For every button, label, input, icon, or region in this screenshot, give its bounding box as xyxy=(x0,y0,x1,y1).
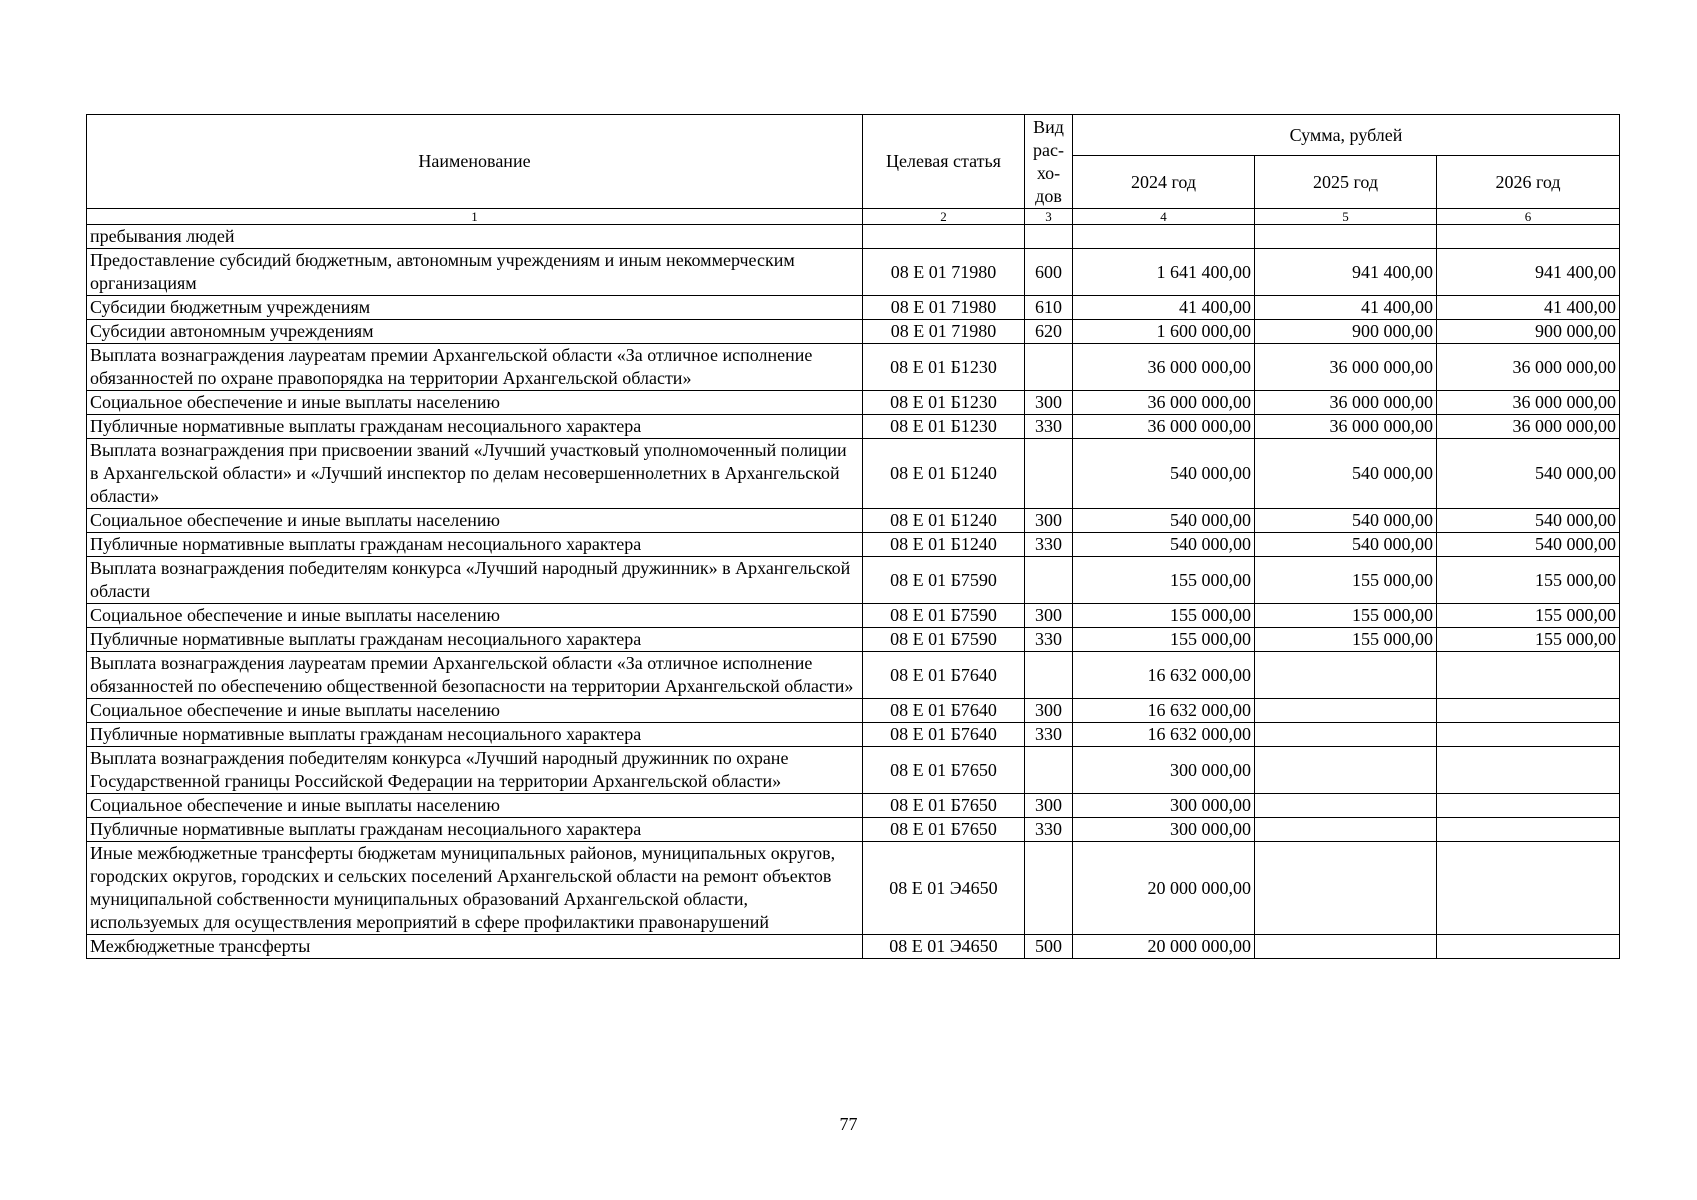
row-expense-kind: 300 xyxy=(1025,509,1073,533)
table-row xyxy=(87,604,1620,628)
row-expense-kind xyxy=(1025,652,1073,699)
row-amount-2024: 36 000 000,00 xyxy=(1073,344,1255,391)
row-amount-2025 xyxy=(1255,747,1437,794)
row-expense-kind: 330 xyxy=(1025,628,1073,652)
row-amount-2026 xyxy=(1437,652,1620,699)
row-amount-2026: 155 000,00 xyxy=(1437,557,1620,604)
row-amount-2024: 16 632 000,00 xyxy=(1073,723,1255,747)
row-name: Межбюджетные трансферты xyxy=(87,935,863,959)
row-amount-2024: 1 600 000,00 xyxy=(1073,320,1255,344)
row-target-article: 08 Е 01 Б7650 xyxy=(863,818,1025,842)
row-expense-kind: 300 xyxy=(1025,391,1073,415)
row-amount-2024 xyxy=(1073,225,1255,249)
row-expense-kind: 300 xyxy=(1025,699,1073,723)
row-expense-kind xyxy=(1025,842,1073,935)
row-amount-2024: 16 632 000,00 xyxy=(1073,652,1255,699)
row-amount-2026 xyxy=(1437,935,1620,959)
row-amount-2025: 36 000 000,00 xyxy=(1255,391,1437,415)
table-row xyxy=(87,415,1620,439)
row-target-article: 08 Е 01 Э4650 xyxy=(863,935,1025,959)
header-expense-kind: Вид рас-хо-дов xyxy=(1025,115,1073,209)
row-name: Выплата вознаграждения победителям конкурса «Лучший народный дружинник по охране Государственной границы Российской Федерации на территории Архангельской области» xyxy=(87,747,863,794)
row-amount-2026: 540 000,00 xyxy=(1437,509,1620,533)
row-amount-2025: 36 000 000,00 xyxy=(1255,415,1437,439)
row-target-article: 08 Е 01 Б1230 xyxy=(863,391,1025,415)
row-expense-kind xyxy=(1025,344,1073,391)
row-amount-2026 xyxy=(1437,842,1620,935)
row-amount-2025 xyxy=(1255,699,1437,723)
row-name: Выплата вознаграждения при присвоении званий «Лучший участковый уполномоченный полиции в Архангельской области» и «Лучший инспектор по делам несовершеннолетних в Архангельской области» xyxy=(87,439,863,509)
row-expense-kind xyxy=(1025,439,1073,509)
row-amount-2026 xyxy=(1437,818,1620,842)
table-row xyxy=(87,320,1620,344)
table-row xyxy=(87,818,1620,842)
row-amount-2026: 36 000 000,00 xyxy=(1437,344,1620,391)
table-row xyxy=(87,509,1620,533)
row-target-article: 08 Е 01 Б7640 xyxy=(863,652,1025,699)
row-name: Публичные нормативные выплаты гражданам несоциального характера xyxy=(87,628,863,652)
row-amount-2024: 155 000,00 xyxy=(1073,604,1255,628)
column-number: 5 xyxy=(1255,209,1437,225)
row-amount-2024: 155 000,00 xyxy=(1073,628,1255,652)
row-name: пребывания людей xyxy=(87,225,863,249)
row-expense-kind: 330 xyxy=(1025,533,1073,557)
row-expense-kind xyxy=(1025,225,1073,249)
row-target-article: 08 Е 01 Б7650 xyxy=(863,794,1025,818)
table-row xyxy=(87,747,1620,794)
row-name: Социальное обеспечение и иные выплаты населению xyxy=(87,794,863,818)
header-year-2026: 2026 год xyxy=(1437,156,1620,209)
row-target-article: 08 Е 01 Б7590 xyxy=(863,557,1025,604)
table-row xyxy=(87,699,1620,723)
row-expense-kind: 600 xyxy=(1025,249,1073,296)
column-number: 6 xyxy=(1437,209,1620,225)
row-amount-2024: 540 000,00 xyxy=(1073,509,1255,533)
row-amount-2026 xyxy=(1437,723,1620,747)
header-year-2025: 2025 год xyxy=(1255,156,1437,209)
row-target-article: 08 Е 01 Э4650 xyxy=(863,842,1025,935)
row-amount-2025: 540 000,00 xyxy=(1255,439,1437,509)
row-amount-2025: 36 000 000,00 xyxy=(1255,344,1437,391)
row-amount-2025 xyxy=(1255,225,1437,249)
row-amount-2025 xyxy=(1255,723,1437,747)
row-amount-2025: 540 000,00 xyxy=(1255,509,1437,533)
row-amount-2025: 540 000,00 xyxy=(1255,533,1437,557)
row-amount-2024: 300 000,00 xyxy=(1073,794,1255,818)
table-row xyxy=(87,249,1620,296)
row-amount-2025 xyxy=(1255,935,1437,959)
column-number-row xyxy=(87,209,1620,225)
row-target-article xyxy=(863,225,1025,249)
header-target-article: Целевая статья xyxy=(863,115,1025,209)
row-target-article: 08 Е 01 Б1230 xyxy=(863,415,1025,439)
row-amount-2024: 300 000,00 xyxy=(1073,818,1255,842)
row-amount-2025 xyxy=(1255,794,1437,818)
row-amount-2026: 41 400,00 xyxy=(1437,296,1620,320)
column-number: 1 xyxy=(87,209,863,225)
row-amount-2024: 36 000 000,00 xyxy=(1073,391,1255,415)
row-amount-2025: 155 000,00 xyxy=(1255,628,1437,652)
row-name: Социальное обеспечение и иные выплаты населению xyxy=(87,699,863,723)
row-name: Социальное обеспечение и иные выплаты населению xyxy=(87,391,863,415)
row-amount-2024: 540 000,00 xyxy=(1073,439,1255,509)
row-expense-kind: 330 xyxy=(1025,818,1073,842)
row-name: Выплата вознаграждения лауреатам премии Архангельской области «За отличное исполнение обязанностей по охране правопорядка на территории Архангельской области» xyxy=(87,344,863,391)
row-amount-2025 xyxy=(1255,818,1437,842)
header-name: Наименование xyxy=(87,115,863,209)
row-amount-2024: 41 400,00 xyxy=(1073,296,1255,320)
row-target-article: 08 Е 01 71980 xyxy=(863,296,1025,320)
row-amount-2026: 155 000,00 xyxy=(1437,628,1620,652)
row-expense-kind: 300 xyxy=(1025,604,1073,628)
row-amount-2024: 16 632 000,00 xyxy=(1073,699,1255,723)
row-amount-2026 xyxy=(1437,747,1620,794)
row-amount-2026: 540 000,00 xyxy=(1437,439,1620,509)
row-amount-2026: 36 000 000,00 xyxy=(1437,391,1620,415)
row-amount-2025: 941 400,00 xyxy=(1255,249,1437,296)
row-amount-2026 xyxy=(1437,225,1620,249)
row-target-article: 08 Е 01 Б7650 xyxy=(863,747,1025,794)
column-number: 2 xyxy=(863,209,1025,225)
table-row xyxy=(87,935,1620,959)
header-year-2024: 2024 год xyxy=(1073,156,1255,209)
row-target-article: 08 Е 01 Б1240 xyxy=(863,439,1025,509)
table-row xyxy=(87,628,1620,652)
table-row xyxy=(87,794,1620,818)
row-amount-2025 xyxy=(1255,842,1437,935)
row-amount-2026: 900 000,00 xyxy=(1437,320,1620,344)
table-row xyxy=(87,723,1620,747)
row-name: Публичные нормативные выплаты гражданам несоциального характера xyxy=(87,533,863,557)
row-expense-kind: 330 xyxy=(1025,415,1073,439)
table-row xyxy=(87,842,1620,935)
row-name: Публичные нормативные выплаты гражданам несоциального характера xyxy=(87,818,863,842)
row-amount-2024: 20 000 000,00 xyxy=(1073,842,1255,935)
row-name: Иные межбюджетные трансферты бюджетам муниципальных районов, муниципальных округов, городских округов, городских и сельских поселений Архангельской области на ремонт объектов муниципальной собственности муниципальных образований Архангельской области, используемых для осуществления мероприятий в сфере профилактики правонарушений xyxy=(87,842,863,935)
row-amount-2024: 1 641 400,00 xyxy=(1073,249,1255,296)
row-expense-kind xyxy=(1025,747,1073,794)
row-name: Публичные нормативные выплаты гражданам несоциального характера xyxy=(87,723,863,747)
table-row xyxy=(87,391,1620,415)
column-number: 3 xyxy=(1025,209,1073,225)
page-number: 77 xyxy=(839,1114,858,1134)
row-amount-2024: 36 000 000,00 xyxy=(1073,415,1255,439)
row-amount-2026: 155 000,00 xyxy=(1437,604,1620,628)
row-target-article: 08 Е 01 Б7590 xyxy=(863,604,1025,628)
row-target-article: 08 Е 01 71980 xyxy=(863,249,1025,296)
row-amount-2025: 155 000,00 xyxy=(1255,557,1437,604)
row-name: Выплата вознаграждения лауреатам премии Архангельской области «За отличное исполнение обязанностей по обеспечению общественной безопасности на территории Архангельской области» xyxy=(87,652,863,699)
row-name: Социальное обеспечение и иные выплаты населению xyxy=(87,509,863,533)
row-expense-kind: 330 xyxy=(1025,723,1073,747)
row-amount-2024: 540 000,00 xyxy=(1073,533,1255,557)
row-name: Предоставление субсидий бюджетным, автономным учреждениям и иным некоммерческим организациям xyxy=(87,249,863,296)
row-amount-2025: 155 000,00 xyxy=(1255,604,1437,628)
row-target-article: 08 Е 01 71980 xyxy=(863,320,1025,344)
row-name: Субсидии бюджетным учреждениям xyxy=(87,296,863,320)
row-amount-2024: 300 000,00 xyxy=(1073,747,1255,794)
row-expense-kind xyxy=(1025,557,1073,604)
row-amount-2025: 41 400,00 xyxy=(1255,296,1437,320)
table-row xyxy=(87,225,1620,249)
table-row xyxy=(87,652,1620,699)
row-amount-2026: 36 000 000,00 xyxy=(1437,415,1620,439)
table-row xyxy=(87,296,1620,320)
row-target-article: 08 Е 01 Б7590 xyxy=(863,628,1025,652)
table-row xyxy=(87,439,1620,509)
row-amount-2026 xyxy=(1437,699,1620,723)
row-target-article: 08 Е 01 Б7640 xyxy=(863,723,1025,747)
row-target-article: 08 Е 01 Б7640 xyxy=(863,699,1025,723)
row-target-article: 08 Е 01 Б1240 xyxy=(863,509,1025,533)
row-target-article: 08 Е 01 Б1240 xyxy=(863,533,1025,557)
row-amount-2024: 155 000,00 xyxy=(1073,557,1255,604)
row-expense-kind: 620 xyxy=(1025,320,1073,344)
table-row xyxy=(87,557,1620,604)
row-target-article: 08 Е 01 Б1230 xyxy=(863,344,1025,391)
table-row xyxy=(87,533,1620,557)
row-amount-2026: 941 400,00 xyxy=(1437,249,1620,296)
budget-table xyxy=(86,114,1620,959)
row-name: Социальное обеспечение и иные выплаты населению xyxy=(87,604,863,628)
row-expense-kind: 610 xyxy=(1025,296,1073,320)
row-amount-2025 xyxy=(1255,652,1437,699)
row-amount-2025: 900 000,00 xyxy=(1255,320,1437,344)
row-name: Публичные нормативные выплаты гражданам несоциального характера xyxy=(87,415,863,439)
row-amount-2026: 540 000,00 xyxy=(1437,533,1620,557)
row-expense-kind: 500 xyxy=(1025,935,1073,959)
column-number: 4 xyxy=(1073,209,1255,225)
row-name: Субсидии автономным учреждениям xyxy=(87,320,863,344)
row-amount-2024: 20 000 000,00 xyxy=(1073,935,1255,959)
header-sum: Сумма, рублей xyxy=(1073,115,1620,156)
row-amount-2026 xyxy=(1437,794,1620,818)
row-name: Выплата вознаграждения победителям конкурса «Лучший народный дружинник» в Архангельской области xyxy=(87,557,863,604)
row-expense-kind: 300 xyxy=(1025,794,1073,818)
table-row xyxy=(87,344,1620,391)
